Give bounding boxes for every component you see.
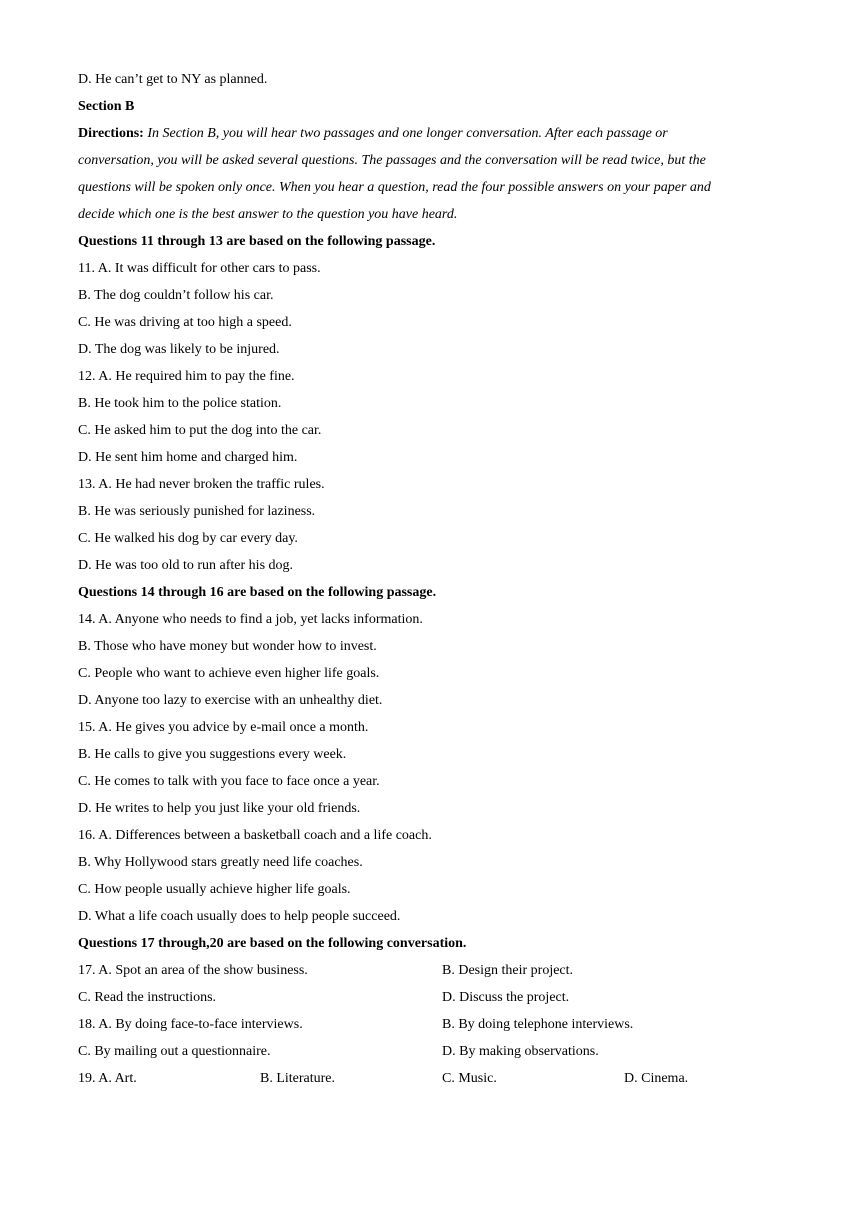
q13-option-c: C. He walked his dog by car every day. xyxy=(78,531,298,546)
directions-label: Directions: xyxy=(78,126,144,141)
directions-line-1 xyxy=(78,120,778,147)
question-10-option-d: D. He can’t get to NY as planned. xyxy=(78,72,268,87)
q16-option-d: D. What a life coach usually does to help people succeed. xyxy=(78,909,401,924)
q15-option-b: B. He calls to give you suggestions every week. xyxy=(78,747,347,762)
q12-option-a: 12. A. He required him to pay the fine. xyxy=(78,369,295,384)
q13-option-a: 13. A. He had never broken the traffic rules. xyxy=(78,477,325,492)
q13-option-d: D. He was too old to run after his dog. xyxy=(78,558,294,573)
document-page xyxy=(78,66,778,1092)
directions-text-1: In Section B, you will hear two passages and one longer conversation. After each passage or xyxy=(143,126,668,141)
q18-row-1 xyxy=(78,1011,778,1038)
q15-option-a: 15. A. He gives you advice by e-mail once a month. xyxy=(78,720,369,735)
q17-option-d: D. Discuss the project. xyxy=(442,990,570,1005)
q19-option-a: 19. A. Art. xyxy=(78,1071,137,1086)
q13-option-b: B. He was seriously punished for laziness. xyxy=(78,504,316,519)
q16-option-b: B. Why Hollywood stars greatly need life coaches. xyxy=(78,855,363,870)
q15-option-c: C. He comes to talk with you face to face once a year. xyxy=(78,774,380,789)
q18-row-2 xyxy=(78,1038,778,1065)
q14-option-b: B. Those who have money but wonder how to invest. xyxy=(78,639,377,654)
directions-line-4: decide which one is the best answer to the question you have heard. xyxy=(78,207,458,222)
q18-option-b: B. By doing telephone interviews. xyxy=(442,1017,634,1032)
group-1-heading: Questions 11 through 13 are based on the following passage. xyxy=(78,234,436,249)
q12-option-c: C. He asked him to put the dog into the car. xyxy=(78,423,322,438)
group-3-heading: Questions 17 through,20 are based on the following conversation. xyxy=(78,936,467,951)
q12-option-b: B. He took him to the police station. xyxy=(78,396,282,411)
q19-option-c: C. Music. xyxy=(442,1071,497,1086)
q16-option-a: 16. A. Differences between a basketball coach and a life coach. xyxy=(78,828,432,843)
q17-option-b: B. Design their project. xyxy=(442,963,574,978)
section-b-title: Section B xyxy=(78,99,135,114)
q19-row xyxy=(78,1065,778,1092)
q17-option-c: C. Read the instructions. xyxy=(78,990,217,1005)
q18-option-c: C. By mailing out a questionnaire. xyxy=(78,1044,271,1059)
directions-line-2: conversation, you will be asked several questions. The passages and the conversation will be read twice, but the xyxy=(78,153,706,168)
q18-option-a: 18. A. By doing face-to-face interviews. xyxy=(78,1017,303,1032)
q18-option-d: D. By making observations. xyxy=(442,1044,599,1059)
q19-option-d: D. Cinema. xyxy=(624,1071,689,1086)
q19-option-b: B. Literature. xyxy=(260,1071,336,1086)
q11-option-a: 11. A. It was difficult for other cars to pass. xyxy=(78,261,321,276)
q17-option-a: 17. A. Spot an area of the show business. xyxy=(78,963,308,978)
q14-option-d: D. Anyone too lazy to exercise with an unhealthy diet. xyxy=(78,693,383,708)
q16-option-c: C. How people usually achieve higher life goals. xyxy=(78,882,351,897)
q11-option-c: C. He was driving at too high a speed. xyxy=(78,315,292,330)
q11-option-d: D. The dog was likely to be injured. xyxy=(78,342,280,357)
q12-option-d: D. He sent him home and charged him. xyxy=(78,450,298,465)
q14-option-a: 14. A. Anyone who needs to find a job, yet lacks information. xyxy=(78,612,423,627)
q17-row-1 xyxy=(78,957,778,984)
directions-line-3: questions will be spoken only once. When you hear a question, read the four possible answers on your paper and xyxy=(78,180,711,195)
q15-option-d: D. He writes to help you just like your old friends. xyxy=(78,801,361,816)
q17-row-2 xyxy=(78,984,778,1011)
q14-option-c: C. People who want to achieve even higher life goals. xyxy=(78,666,380,681)
q11-option-b: B. The dog couldn’t follow his car. xyxy=(78,288,274,303)
group-2-heading: Questions 14 through 16 are based on the following passage. xyxy=(78,585,437,600)
